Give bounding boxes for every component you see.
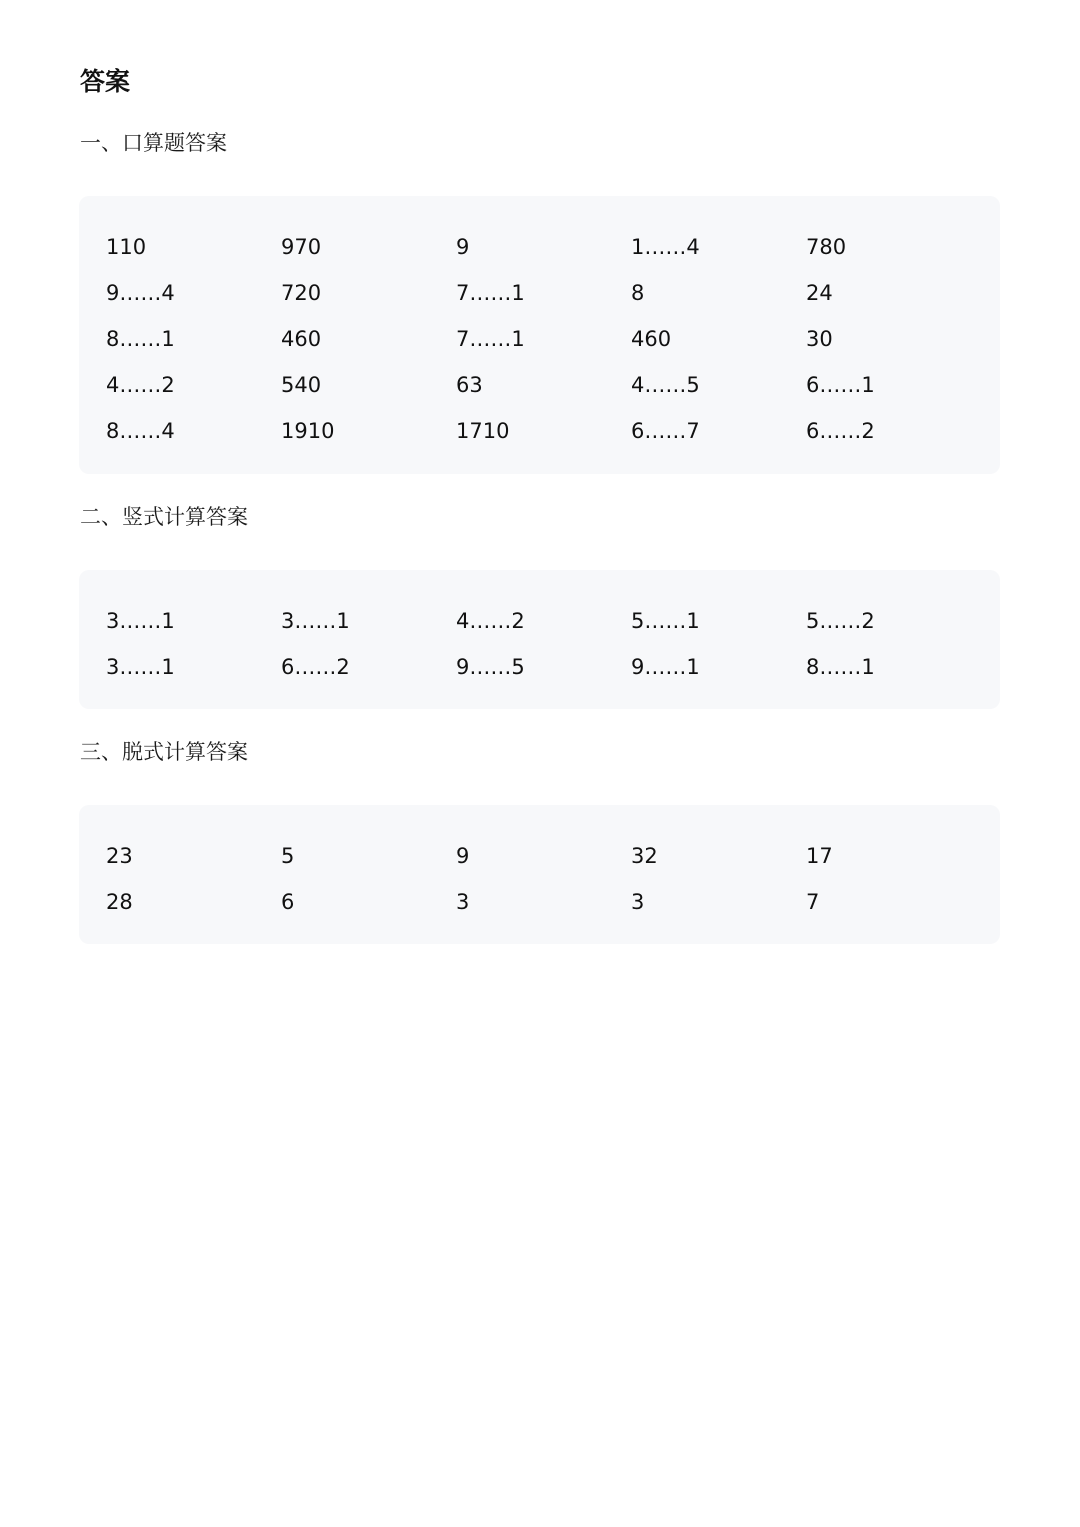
answer-cell: 24 [806, 281, 833, 305]
answer-row [106, 879, 1000, 925]
answer-cell: 540 [281, 373, 322, 397]
answer-cell: 5……1 [631, 609, 700, 633]
answer-cell: 6……2 [281, 655, 350, 679]
answer-cell: 28 [106, 890, 133, 914]
answer-cell: 8 [631, 281, 645, 305]
answer-cell: 23 [106, 844, 133, 868]
answer-row [106, 408, 1000, 454]
answer-row [106, 598, 1000, 644]
answer-cell: 1……4 [631, 235, 700, 259]
answer-cell: 8……1 [806, 655, 875, 679]
answer-cell: 32 [631, 844, 658, 868]
answer-cell: 4……2 [106, 373, 175, 397]
answer-cell: 3……1 [106, 609, 175, 633]
section-heading-step-calculation: 三、脱式计算答案 [80, 740, 248, 764]
answer-cell: 110 [106, 235, 147, 259]
answer-cell: 7……1 [456, 327, 525, 351]
answer-cell: 6……7 [631, 419, 700, 443]
answer-cell: 9 [456, 844, 470, 868]
answer-cell: 6……1 [806, 373, 875, 397]
answer-cell: 780 [806, 235, 847, 259]
answer-row [106, 833, 1000, 879]
vertical-calculation-answers-panel [79, 570, 1000, 709]
answer-cell: 6 [281, 890, 295, 914]
answer-row [106, 316, 1000, 362]
answer-cell: 9 [456, 235, 470, 259]
answer-cell: 460 [281, 327, 322, 351]
answer-cell: 720 [281, 281, 322, 305]
answer-row [106, 224, 1000, 270]
step-calculation-answers-panel [79, 805, 1000, 944]
oral-arithmetic-answers-panel [79, 196, 1000, 474]
section-heading-oral-arithmetic: 一、口算题答案 [80, 131, 227, 155]
page-title: 答案 [80, 67, 131, 96]
answer-cell: 1910 [281, 419, 335, 443]
answer-cell: 3……1 [106, 655, 175, 679]
answer-cell: 9……5 [456, 655, 525, 679]
answer-cell: 460 [631, 327, 672, 351]
answer-cell: 17 [806, 844, 833, 868]
answer-cell: 9……4 [106, 281, 175, 305]
answer-cell: 3 [456, 890, 470, 914]
answer-cell: 4……2 [456, 609, 525, 633]
answer-cell: 30 [806, 327, 833, 351]
section-heading-vertical-calculation: 二、竖式计算答案 [80, 505, 248, 529]
answer-row [106, 644, 1000, 690]
answer-cell: 1710 [456, 419, 510, 443]
answer-cell: 5 [281, 844, 295, 868]
answer-cell: 3……1 [281, 609, 350, 633]
answer-cell: 8……1 [106, 327, 175, 351]
answer-cell: 7……1 [456, 281, 525, 305]
answer-cell: 7 [806, 890, 820, 914]
answer-cell: 9……1 [631, 655, 700, 679]
answer-cell: 6……2 [806, 419, 875, 443]
answer-cell: 63 [456, 373, 483, 397]
answer-cell: 3 [631, 890, 645, 914]
answer-cell: 970 [281, 235, 322, 259]
answer-cell: 8……4 [106, 419, 175, 443]
answer-cell: 4……5 [631, 373, 700, 397]
answer-cell: 5……2 [806, 609, 875, 633]
answer-row [106, 270, 1000, 316]
answer-row [106, 362, 1000, 408]
